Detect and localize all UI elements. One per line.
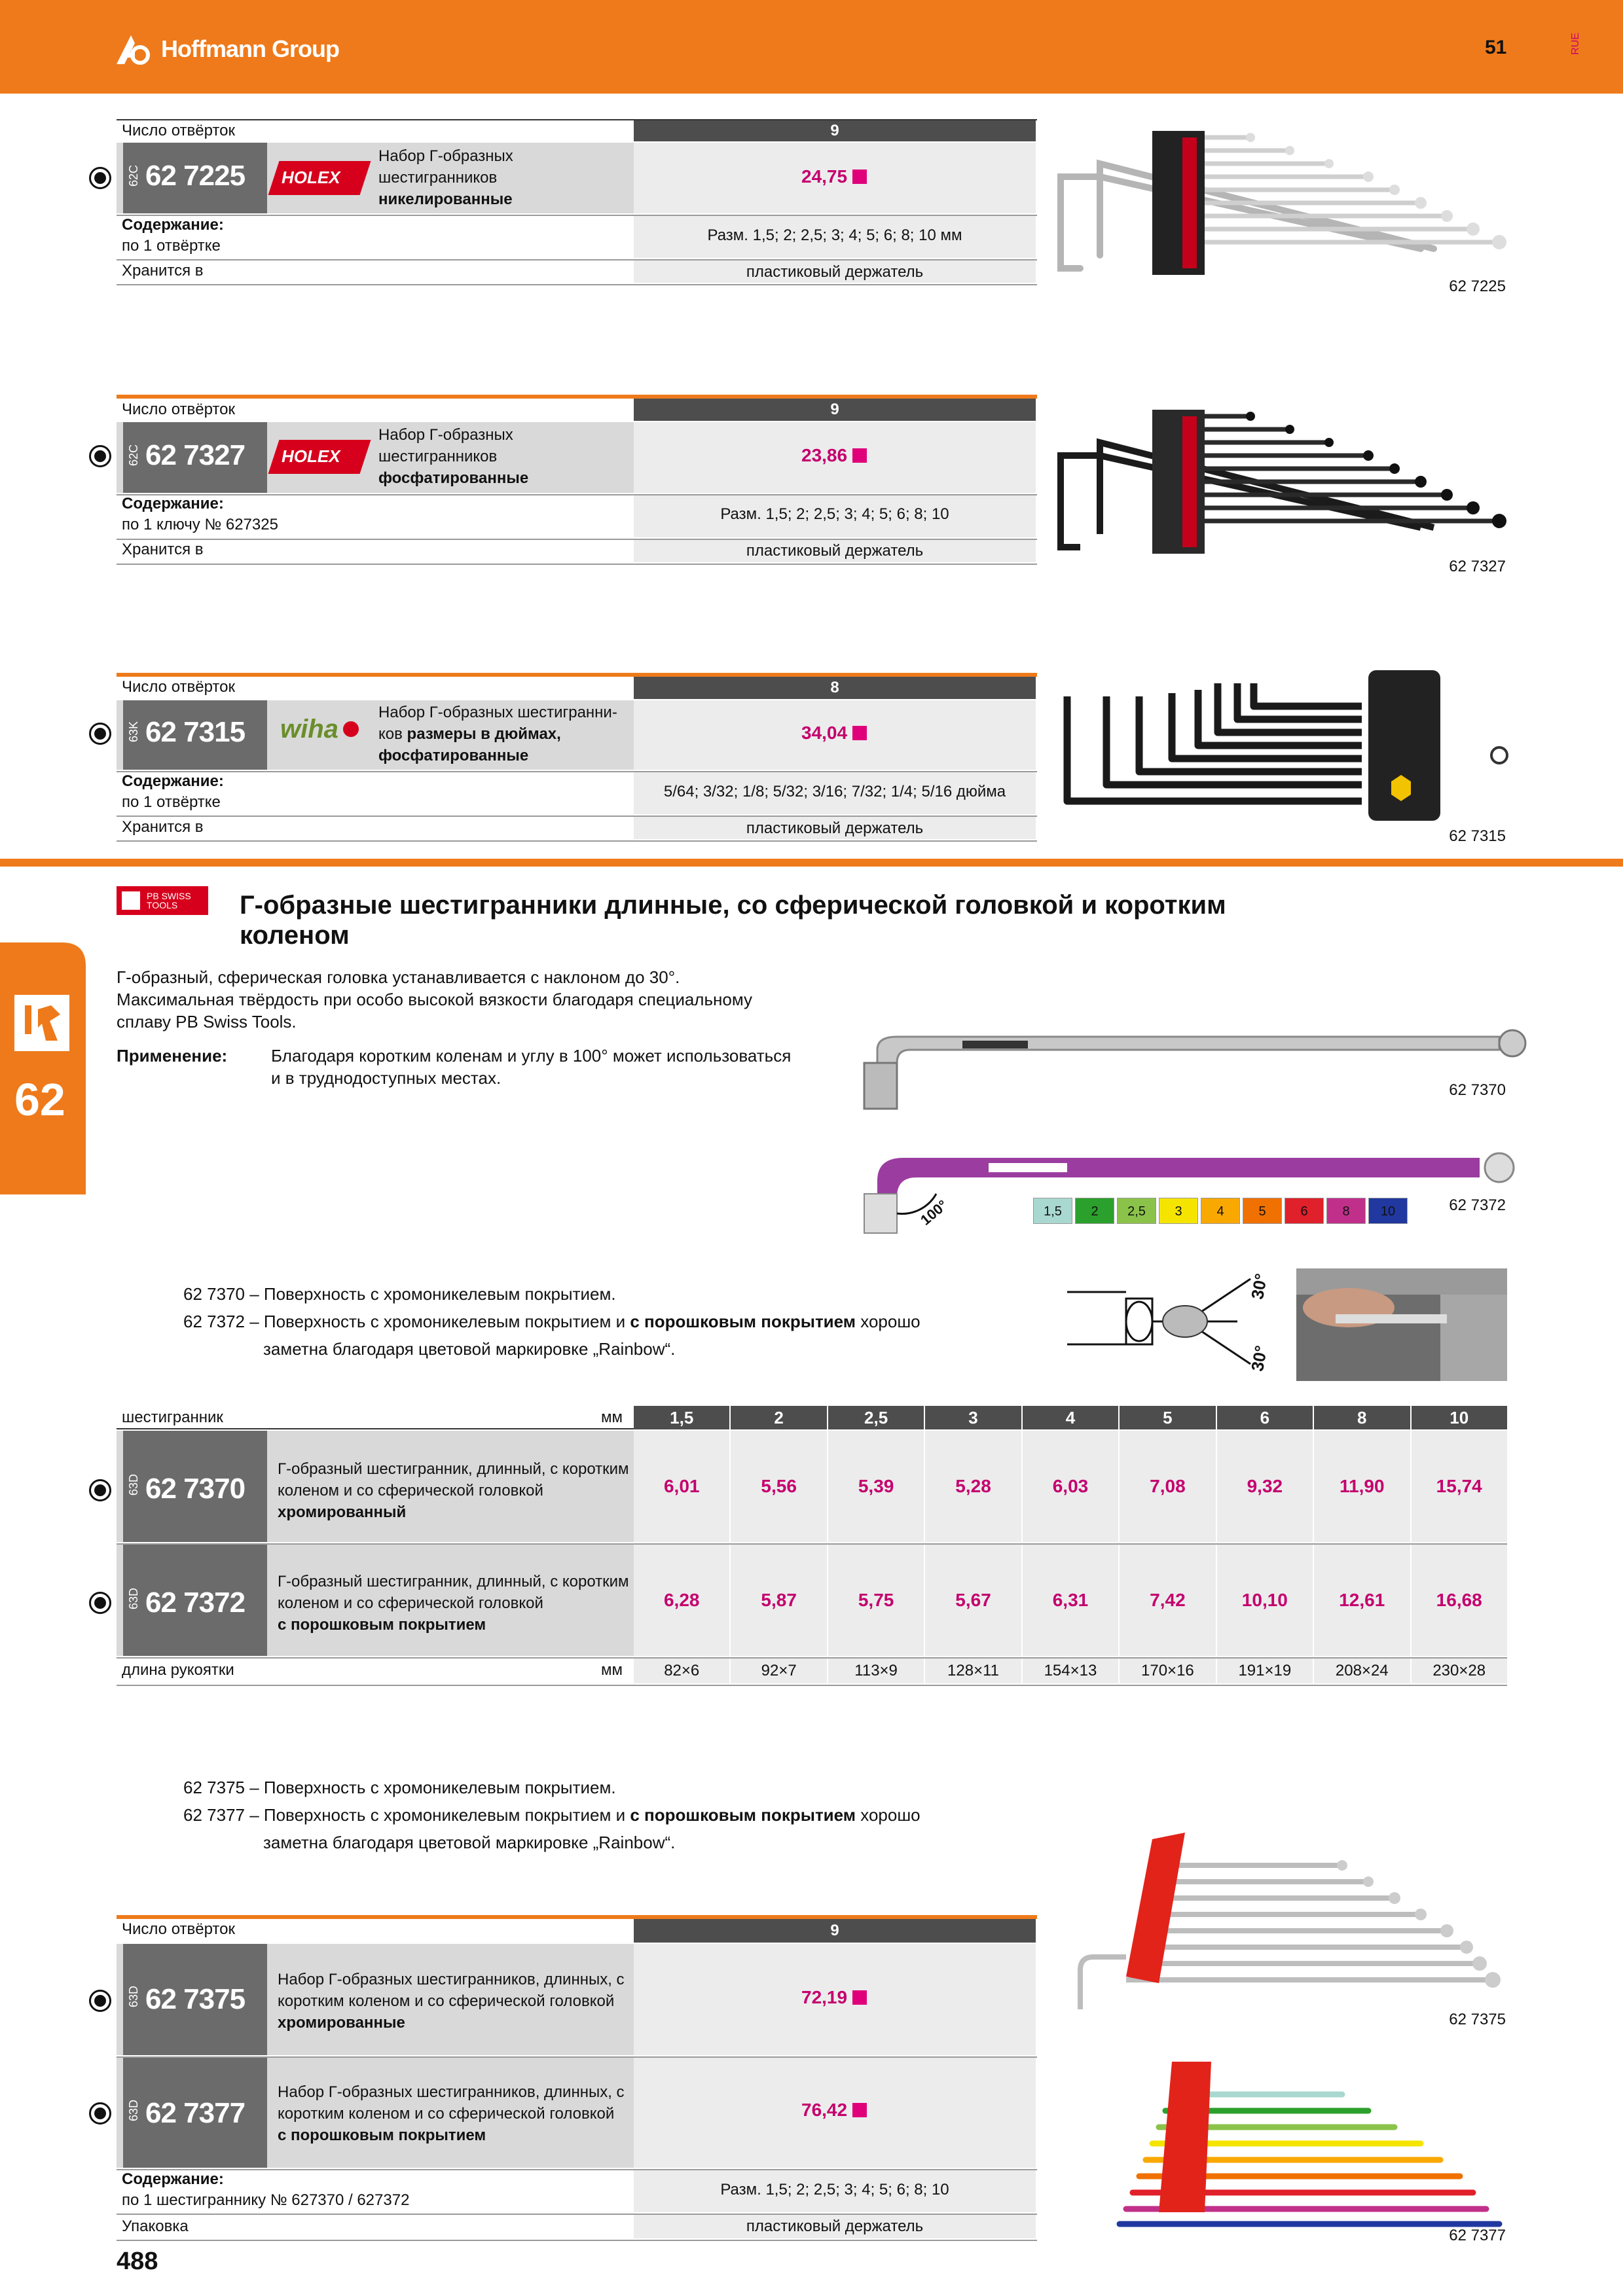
desc-bold: с порошковым покрытием [278, 2126, 486, 2144]
storage-label: Хранится в [122, 818, 204, 836]
price-cell[interactable]: 5,56 [731, 1431, 826, 1542]
price: 23,86 [801, 445, 867, 466]
select-bullet[interactable] [89, 1479, 111, 1501]
article-number[interactable]: 62 7377 [145, 2097, 246, 2129]
content-label: Содержание: [122, 495, 224, 512]
application-line: Благодаря коротким коленам и углу в 100° может использоваться [271, 1046, 792, 1066]
note-text-bold: с порошковым покрытием [630, 1312, 856, 1331]
rainbow-size-swatch: 2,5 [1117, 1198, 1156, 1224]
image-caption: 62 7327 [1449, 558, 1506, 575]
group-code: 63D [127, 1986, 140, 2008]
select-bullet[interactable] [89, 723, 111, 745]
storage-label: Хранится в [122, 262, 204, 279]
price: 24,75 [801, 166, 867, 187]
desc-line: коленом и со сферической головкой [278, 1482, 543, 1499]
note-code: 62 7375 – [183, 1778, 259, 1797]
size-header-cell: 5 [1120, 1406, 1215, 1429]
note-text: Поверхность с хромоникелевым покрытием. [263, 1778, 616, 1797]
note-text-bold: с порошковым покрытием [630, 1805, 856, 1825]
product-name-line: Набор Г-образных шестигранни- [378, 704, 617, 721]
group-code: 62C [127, 444, 140, 467]
length-cell: 191×19 [1217, 1659, 1313, 1683]
group-code: 63K [127, 721, 140, 743]
product-name-line: шестигранников [378, 448, 498, 465]
price-cell[interactable]: 15,74 [1412, 1431, 1507, 1542]
count-label: Число отвёрток [122, 401, 235, 418]
group-code: 63D [127, 1474, 140, 1496]
select-bullet[interactable] [89, 1990, 111, 2012]
count-label: Число отвёрток [122, 678, 235, 696]
price-cell[interactable]: 5,67 [925, 1545, 1021, 1656]
count-value: 8 [634, 677, 1036, 699]
rainbow-size-swatch: 5 [1243, 1198, 1282, 1224]
desc-bold: хромированный [278, 1503, 407, 1521]
desc-line: коротким коленом и со сферической головкой [278, 2105, 615, 2123]
chapter-number: 62 [14, 1074, 65, 1125]
section-brand-label: PB SWISS TOOLS [147, 891, 191, 910]
price: 72,19 [801, 1987, 867, 2008]
content-label: Содержание: [122, 216, 224, 234]
price-cell[interactable]: 6,01 [634, 1431, 729, 1542]
price-cell[interactable]: 16,68 [1412, 1545, 1507, 1656]
brand-label: HOLEX [282, 168, 340, 187]
count-value: 9 [634, 120, 1036, 141]
price-row [634, 1545, 1507, 1656]
product-image-hex-key-set [1054, 111, 1512, 281]
product-image-hex-key-set [1054, 390, 1512, 560]
price: 76,42 [801, 2100, 867, 2121]
product-name-bold: никелированные [378, 190, 513, 208]
price-cell[interactable]: 11,90 [1314, 1431, 1410, 1542]
product-image-chrome-key-set [1054, 1826, 1506, 2022]
product-name-text: ков [378, 725, 407, 743]
price-marker-icon [852, 448, 867, 463]
select-bullet[interactable] [89, 2102, 111, 2125]
note-text: Поверхность с хромоникелевым покрытием. [263, 1284, 616, 1304]
size-header-cell: 10 [1412, 1406, 1507, 1429]
product-image-chrome-hex-key [858, 1024, 1552, 1115]
section-title-line: Г-образные шестигранники длинные, со сферической головкой и коротким [240, 891, 1226, 920]
desc-bold: с порошковым покрытием [278, 1616, 486, 1634]
price-marker-icon [852, 2103, 867, 2117]
pack-label: Упаковка [122, 2217, 189, 2235]
image-caption: 62 7377 [1449, 2227, 1506, 2244]
intro-line: Г-образный, сферическая головка устанавливается с наклоном до 30°. [117, 967, 680, 987]
price-cell[interactable]: 6,28 [634, 1545, 729, 1656]
image-caption: 62 7375 [1449, 2011, 1506, 2028]
photo-hand-using-key [1296, 1268, 1507, 1381]
image-caption: 62 7372 [1449, 1196, 1506, 1214]
storage-value: пластиковый держатель [746, 542, 924, 560]
desc-line: Г-образный шестигранник, длинный, с коротким [278, 1573, 629, 1590]
brand-label: HOLEX [282, 446, 340, 466]
brand-name[interactable]: Hoffmann Group [161, 35, 339, 62]
intro-line: сплаву PB Swiss Tools. [117, 1012, 297, 1031]
group-code: 63D [127, 1588, 140, 1610]
rainbow-size-swatch: 4 [1201, 1198, 1240, 1224]
size-header-cell: 6 [1217, 1406, 1313, 1429]
content-label: Содержание: [122, 772, 224, 790]
note-text: Поверхность с хромоникелевым покрытием и [263, 1805, 630, 1825]
select-bullet[interactable] [89, 167, 111, 189]
desc-line: коленом и со сферической головкой [278, 1594, 543, 1612]
language-code: RUE [1570, 33, 1581, 55]
application-line: и в труднодоступных местах. [271, 1068, 501, 1088]
select-bullet[interactable] [89, 445, 111, 467]
content-value: Разм. 1,5; 2; 2,5; 3; 4; 5; 6; 8; 10 [720, 505, 949, 523]
content-value: 5/64; 3/32; 1/8; 5/32; 3/16; 7/32; 1/4; 5/16 дюйма [663, 783, 1006, 800]
desc-line: коротким коленом и со сферической головкой [278, 1992, 615, 2010]
length-unit: мм [601, 1661, 623, 1679]
price-cell[interactable]: 5,28 [925, 1431, 1021, 1542]
product-image-rainbow-hex-key [851, 1141, 1552, 1240]
price-cell[interactable]: 12,61 [1314, 1545, 1410, 1656]
image-caption: 62 7315 [1449, 827, 1506, 845]
price-marker-icon [852, 726, 867, 740]
note-text: Поверхность с хромоникелевым покрытием и [263, 1312, 630, 1331]
note-code: 62 7372 – [183, 1312, 259, 1331]
price-cell[interactable]: 5,87 [731, 1545, 826, 1656]
price-cell[interactable]: 6,03 [1023, 1431, 1118, 1542]
product-image-rainbow-key-set [1054, 2049, 1506, 2232]
intro-line: Максимальная твёрдость при особо высокой вязкости благодаря специальному [117, 990, 753, 1009]
desc-line: Набор Г-образных шестигранников, длинных, с [278, 2083, 625, 2101]
price-cell[interactable]: 9,32 [1217, 1431, 1313, 1542]
content-sub: по 1 шестиграннику № 627370 / 627372 [122, 2191, 410, 2209]
storage-value: пластиковый держатель [746, 263, 924, 281]
product-name-line: шестигранников [378, 169, 498, 187]
desc-bold: хромированные [278, 2014, 405, 2032]
content-label: Содержание: [122, 2170, 224, 2188]
hoffmann-logo-icon [114, 30, 153, 67]
select-bullet[interactable] [89, 1592, 111, 1614]
desc-line: Г-образный шестигранник, длинный, с коротким [278, 1460, 629, 1478]
angle-label: 30° [1247, 1272, 1271, 1301]
article-number[interactable]: 62 7372 [145, 1587, 246, 1619]
article-number[interactable]: 62 7370 [145, 1473, 246, 1505]
size-header-cell: 3 [925, 1406, 1021, 1429]
note-text: хорошо [856, 1805, 921, 1825]
content-value: Разм. 1,5; 2; 2,5; 3; 4; 5; 6; 8; 10 мм [707, 226, 962, 244]
product-name-bold: фосфатированные [378, 469, 529, 487]
group-code: 63D [127, 2100, 140, 2122]
page-number-bottom: 488 [117, 2248, 158, 2275]
length-cell: 170×16 [1120, 1659, 1215, 1683]
content-sub: по 1 ключу № 627325 [122, 516, 278, 533]
note-text: заметна благодаря цветовой маркировке „Rainbow“. [263, 1339, 676, 1359]
desc-line: Набор Г-образных шестигранников, длинных, с [278, 1971, 625, 1988]
price-marker-icon [852, 1990, 867, 2005]
content-value: Разм. 1,5; 2; 2,5; 3; 4; 5; 6; 8; 10 [720, 2181, 949, 2198]
length-cell: 113×9 [828, 1659, 924, 1683]
length-row [634, 1659, 1507, 1683]
storage-value: пластиковый держатель [746, 819, 924, 837]
rainbow-size-swatch: 8 [1326, 1198, 1366, 1224]
chapter-tab[interactable] [0, 942, 86, 1194]
size-header-cell: 8 [1314, 1406, 1410, 1429]
content-sub: по 1 отвёртке [122, 793, 221, 811]
size-header-cell: 4 [1023, 1406, 1118, 1429]
article-number[interactable]: 62 7375 [145, 1983, 246, 2015]
pack-value: пластиковый держатель [746, 2217, 924, 2235]
product-image-wiha-hex-key-set [1054, 657, 1512, 827]
rainbow-size-swatch: 6 [1285, 1198, 1324, 1224]
wiha-mark-icon [343, 721, 359, 737]
page-number-top: 51 [1485, 37, 1507, 58]
price-cell[interactable]: 7,08 [1120, 1431, 1215, 1542]
rainbow-size-swatch: 3 [1159, 1198, 1198, 1224]
rainbow-size-legend [1033, 1198, 1408, 1224]
storage-label: Хранится в [122, 541, 204, 558]
size-head-label: шестигранник [122, 1408, 223, 1426]
size-header-cell: 1,5 [634, 1406, 729, 1429]
price-cell[interactable]: 7,42 [1120, 1545, 1215, 1656]
size-header-row [634, 1406, 1507, 1429]
image-caption: 62 7370 [1449, 1081, 1506, 1099]
note-text: заметна благодаря цветовой маркировке „Rainbow“. [263, 1833, 676, 1852]
section-title-line: коленом [240, 921, 350, 950]
note-code: 62 7370 – [183, 1284, 259, 1304]
content-sub: по 1 отвёртке [122, 237, 221, 255]
price-cell[interactable]: 10,10 [1217, 1545, 1313, 1656]
price: 34,04 [801, 723, 867, 744]
size-header-cell: 2 [731, 1406, 826, 1429]
wiha-logo: wiha [280, 715, 338, 744]
angle-label: 100° [917, 1196, 951, 1229]
size-head-unit: мм [601, 1408, 623, 1426]
article-number[interactable]: 62 7225 [145, 160, 246, 192]
rainbow-size-swatch: 1,5 [1033, 1198, 1072, 1224]
count-value: 9 [634, 399, 1036, 421]
length-cell: 92×7 [731, 1659, 826, 1683]
length-cell: 128×11 [925, 1659, 1021, 1683]
count-label: Число отвёрток [122, 122, 235, 139]
group-code: 62C [127, 165, 140, 187]
length-cell: 230×28 [1412, 1659, 1507, 1683]
length-cell: 208×24 [1314, 1659, 1410, 1683]
angle-label: 30° [1247, 1344, 1271, 1373]
image-caption: 62 7225 [1449, 278, 1506, 295]
length-cell: 82×6 [634, 1659, 729, 1683]
application-label: Применение: [117, 1046, 228, 1066]
count-label: Число отвёрток [122, 1920, 235, 1938]
product-name-bold: размеры в дюймах, [407, 725, 561, 743]
rainbow-size-swatch: 2 [1075, 1198, 1114, 1224]
rainbow-size-swatch: 10 [1368, 1198, 1408, 1224]
article-number[interactable]: 62 7315 [145, 716, 246, 748]
product-name-bold: фосфатированные [378, 747, 529, 764]
length-label: длина рукоятки [122, 1661, 234, 1679]
article-number[interactable]: 62 7327 [145, 439, 246, 471]
product-name-line: Набор Г-образных [378, 426, 513, 444]
product-name-line: Набор Г-образных [378, 147, 513, 165]
note-code: 62 7377 – [183, 1805, 259, 1825]
price-cell[interactable]: 6,31 [1023, 1545, 1118, 1656]
price-row [634, 1431, 1507, 1542]
size-header-cell: 2,5 [828, 1406, 924, 1429]
price-cell[interactable]: 5,39 [828, 1431, 924, 1542]
length-cell: 154×13 [1023, 1659, 1118, 1683]
price-cell[interactable]: 5,75 [828, 1545, 924, 1656]
count-value: 9 [634, 1919, 1036, 1943]
price-marker-icon [852, 170, 867, 184]
note-text: хорошо [856, 1312, 921, 1331]
